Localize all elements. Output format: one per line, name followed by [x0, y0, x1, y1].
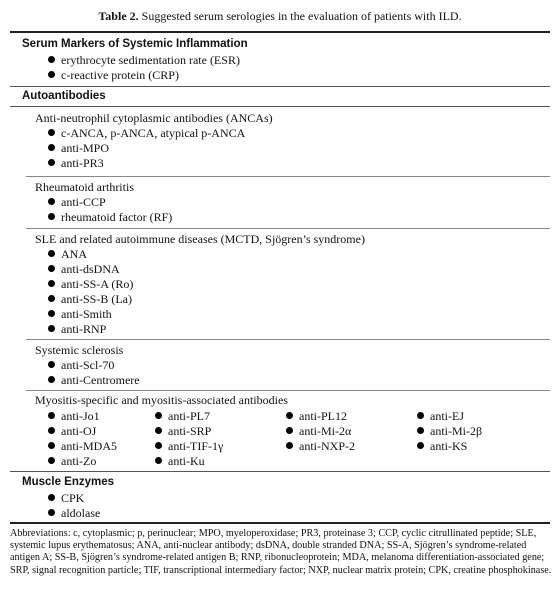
bullet-icon	[48, 159, 55, 166]
bullet-icon	[48, 129, 55, 136]
bullet-icon	[48, 56, 55, 63]
list-item: anti-dsDNA	[48, 262, 120, 277]
bullet-icon	[48, 361, 55, 368]
bullet-icon	[48, 295, 55, 302]
list-item: anti-Centromere	[48, 373, 140, 388]
list-item: anti-TIF-1γ	[155, 439, 223, 454]
section-divider	[10, 471, 550, 472]
list-item: anti-Mi-2β	[417, 424, 482, 439]
list-item: anti-CCP	[48, 195, 106, 210]
bullet-icon	[48, 310, 55, 317]
list-item: anti-OJ	[48, 424, 96, 439]
bullet-icon	[155, 427, 162, 434]
section-divider	[10, 106, 550, 107]
table-label: Table 2.	[98, 9, 139, 23]
bullet-icon	[48, 442, 55, 449]
bullet-icon	[48, 265, 55, 272]
list-item: anti-PL7	[155, 409, 210, 424]
muscle-enzymes-header: Muscle Enzymes	[22, 476, 115, 488]
bullet-icon	[48, 427, 55, 434]
table-caption	[0, 9, 560, 24]
list-item: anti-Jo1	[48, 409, 100, 424]
ssc-title: Systemic sclerosis	[35, 343, 124, 357]
bullet-icon	[48, 71, 55, 78]
anca-title: Anti-neutrophil cytoplasmic antibodies (ANCAs)	[35, 111, 273, 125]
table-title: Suggested serum serologies in the evaluation of patients with ILD.	[141, 9, 462, 23]
bullet-icon	[48, 213, 55, 220]
subsection-divider	[26, 390, 550, 391]
bullet-icon	[48, 144, 55, 151]
list-item: c-reactive protein (CRP)	[48, 68, 179, 83]
list-item: rheumatoid factor (RF)	[48, 210, 172, 225]
list-item: erythrocyte sedimentation rate (ESR)	[48, 53, 240, 68]
subsection-divider	[26, 339, 550, 340]
bullet-icon	[48, 509, 55, 516]
list-item: anti-PL12	[286, 409, 347, 424]
list-item: anti-Mi-2α	[286, 424, 351, 439]
bullet-icon	[48, 250, 55, 257]
abbreviations-footnote: Abbreviations: c, cytoplasmic; p, perinuclear; MPO, myeloperoxidase; PR3, proteinase 3; CCP, cyclic citrullinated peptide; SLE, systemic lupus erythematosus; ANA, anti-nuclear antibody; dsDNA, double stranded DNA; SS-A, Sjögren’s syndrome-related antigen A; SS-B, Sjögren’s syndrome-related antigen B; RNP, ribonucleoprotein; MDA, melanoma differentiation-associated gene; SRP, signal recognition particle; TIF, transcriptional intermediary factor; NXP, nuclear matrix protein; CPK, creatine phosphokinase.	[10, 528, 552, 576]
list-item: anti-MDA5	[48, 439, 117, 454]
list-item: c-ANCA, p-ANCA, atypical p-ANCA	[48, 126, 245, 141]
bullet-icon	[48, 412, 55, 419]
bullet-icon	[48, 376, 55, 383]
list-item: anti-KS	[417, 439, 467, 454]
bullet-icon	[155, 457, 162, 464]
list-item: anti-RNP	[48, 322, 106, 337]
bullet-icon	[48, 325, 55, 332]
sle-title: SLE and related autoimmune diseases (MCTD, Sjögren’s syndrome)	[35, 232, 365, 246]
list-item: anti-SRP	[155, 424, 211, 439]
bullet-icon	[286, 412, 293, 419]
bullet-icon	[48, 198, 55, 205]
inflammation-header: Serum Markers of Systemic Inflammation	[22, 38, 248, 50]
bullet-icon	[417, 412, 424, 419]
bullet-icon	[286, 427, 293, 434]
myositis-title: Myositis-specific and myositis-associated antibodies	[35, 393, 288, 407]
list-item: CPK	[48, 491, 84, 506]
list-item: anti-Smith	[48, 307, 112, 322]
list-item: anti-NXP-2	[286, 439, 355, 454]
top-rule	[10, 31, 550, 33]
autoantibodies-header: Autoantibodies	[22, 90, 106, 102]
bullet-icon	[48, 280, 55, 287]
list-item: anti-EJ	[417, 409, 464, 424]
list-item: aldolase	[48, 506, 100, 521]
list-item: anti-Ku	[155, 454, 205, 469]
bullet-icon	[155, 412, 162, 419]
subsection-divider	[26, 176, 550, 177]
list-item: anti-SS-A (Ro)	[48, 277, 133, 292]
bullet-icon	[155, 442, 162, 449]
bullet-icon	[417, 442, 424, 449]
list-item: anti-Zo	[48, 454, 96, 469]
bullet-icon	[48, 494, 55, 501]
list-item: anti-Scl-70	[48, 358, 114, 373]
bottom-rule	[10, 522, 550, 524]
bullet-icon	[48, 457, 55, 464]
list-item: ANA	[48, 247, 87, 262]
list-item: anti-SS-B (La)	[48, 292, 132, 307]
bullet-icon	[417, 427, 424, 434]
list-item: anti-PR3	[48, 156, 104, 171]
ra-title: Rheumatoid arthritis	[35, 180, 134, 194]
list-item: anti-MPO	[48, 141, 109, 156]
bullet-icon	[286, 442, 293, 449]
subsection-divider	[26, 228, 550, 229]
section-divider	[10, 86, 550, 87]
